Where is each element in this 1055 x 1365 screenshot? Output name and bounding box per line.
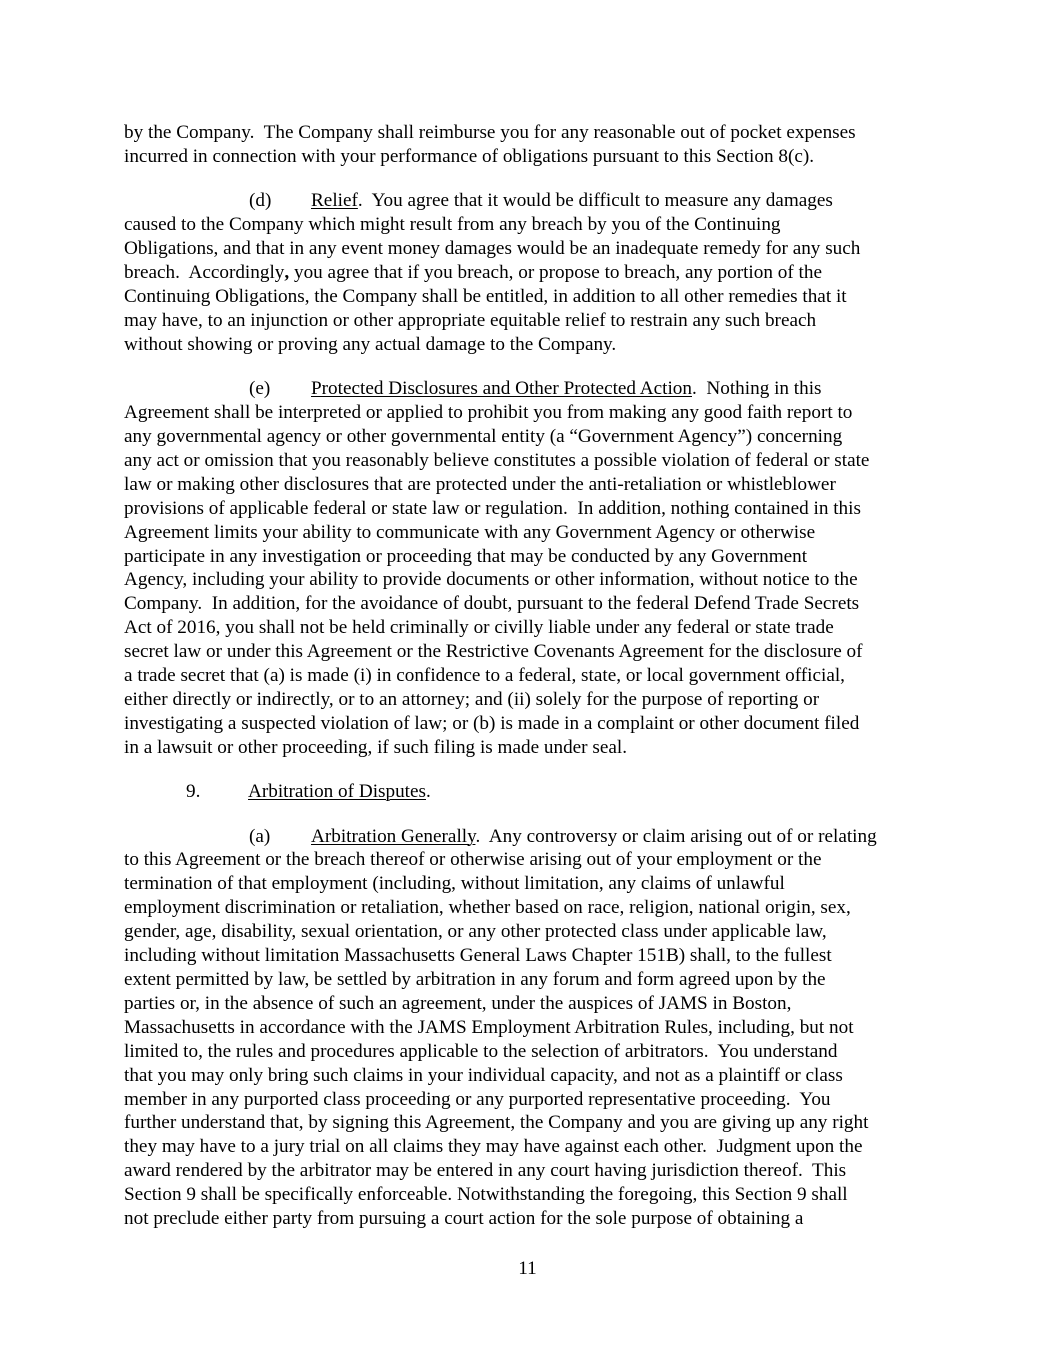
text-fragment: . <box>426 781 431 803</box>
text-line: Section 9 shall be specifically enforceable. Notwithstanding the foregoing, this Section 9 shall <box>124 1184 848 1206</box>
text-line: caused to the Company which might result from any breach by you of the Continuing <box>124 214 781 236</box>
text-line: Continuing Obligations, the Company shall be entitled, in addition to all other remedies that it <box>124 285 847 307</box>
text-line: gender, age, disability, sexual orientation, or any other protected class under applicable law, <box>124 921 827 943</box>
text-line: termination of that employment (including, without limitation, any claims of unlawful <box>124 873 785 895</box>
text-line: to this Agreement or the breach thereof or otherwise arising out of your employment or the <box>124 849 822 871</box>
section-e-protected-disclosures <box>124 377 924 760</box>
text-line <box>124 261 924 285</box>
section-9-heading-line <box>124 780 924 804</box>
text-line: Company. In addition, for the avoidance of doubt, pursuant to the federal Defend Trade Secrets <box>124 593 860 615</box>
text-line: extent permitted by law, be settled by arbitration in any forum and form agreed upon by the <box>124 969 826 990</box>
section-9-number: 9. <box>186 781 201 803</box>
document-page <box>124 121 924 1251</box>
section-9-title: Arbitration of Disputes <box>248 781 426 803</box>
text-line: Agreement limits your ability to communicate with any Government Agency or otherwise <box>124 521 816 543</box>
intro-paragraph <box>124 121 924 169</box>
text-line: secret law or under this Agreement or the Restrictive Covenants Agreement for the disclosure of <box>124 641 863 663</box>
section-9a-label: (a) <box>249 825 271 847</box>
text-line: may have, to an injunction or other appropriate equitable relief to restrain any such breach <box>124 309 817 331</box>
text-fragment: breach. Accordingly <box>124 262 285 284</box>
section-e-first-line <box>124 377 924 401</box>
section-9a-title: Arbitration Generally <box>311 825 476 847</box>
section-9a-first-line <box>124 825 924 849</box>
section-d-relief <box>124 189 924 356</box>
page-number: 11 <box>518 1258 537 1279</box>
section-d-title: Relief <box>311 190 358 212</box>
text-line: Agreement shall be interpreted or applied to prohibit you from making any good faith report to <box>124 402 853 424</box>
text-fragment: . You agree that it would be difficult to measure any damages <box>357 190 833 212</box>
text-line: Act of 2016, you shall not be held criminally or civilly liable under any federal or state trade <box>124 617 834 639</box>
text-line: member in any purported class proceeding or any purported representative proceeding. You <box>124 1088 831 1110</box>
text-line: law or making other disclosures that are protected under the anti-retaliation or whistleblower <box>124 473 836 495</box>
section-9-heading <box>124 780 924 804</box>
text-line: by the Company. The Company shall reimburse you for any reasonable out of pocket expenses <box>124 122 856 143</box>
text-line: any act or omission that you reasonably believe constitutes a possible violation of federal or state <box>124 449 870 471</box>
text-line: award rendered by the arbitrator may be entered in any court having jurisdiction thereof. This <box>124 1160 847 1182</box>
text-line: Agency, including your ability to provide documents or other information, without notice to the <box>124 569 858 591</box>
text-fragment: you agree that if you breach, or propose to breach, any portion of the <box>289 262 822 284</box>
section-d-label: (d) <box>249 190 272 212</box>
text-fragment: . Nothing in this <box>692 378 822 400</box>
text-line: a trade secret that (a) is made (i) in confidence to a federal, state, or local government official, <box>124 665 845 687</box>
text-line: participate in any investigation or proceeding that may be conducted by any Government <box>124 545 808 567</box>
text-line: without showing or proving any actual damage to the Company. <box>124 333 617 355</box>
text-line: either directly or indirectly, or to an attorney; and (ii) solely for the purpose of reporting or <box>124 688 820 710</box>
text-line: limited to, the rules and procedures applicable to the selection of arbitrators. You understand <box>124 1040 838 1062</box>
section-e-title: Protected Disclosures and Other Protected Action <box>311 378 692 400</box>
text-line: Obligations, and that in any event money damages would be an inadequate remedy for any such <box>124 238 861 260</box>
text-line: including without limitation Massachusetts General Laws Chapter 151B) shall, to the fullest <box>124 945 832 967</box>
section-d-first-line <box>124 189 924 213</box>
text-line: Massachusetts in accordance with the JAMS Employment Arbitration Rules, including, but not <box>124 1016 854 1038</box>
text-line: provisions of applicable federal or state law or regulation. In addition, nothing contained in this <box>124 497 861 519</box>
text-line: in a lawsuit or other proceeding, if such filing is made under seal. <box>124 736 627 758</box>
text-line: any governmental agency or other governmental entity (a “Government Agency”) concerning <box>124 425 843 447</box>
text-fragment: . Any controversy or claim arising out of or relating <box>475 825 877 847</box>
text-line: parties or, in the absence of such an agreement, under the auspices of JAMS in Boston, <box>124 992 792 1014</box>
text-line: further understand that, by signing this Agreement, the Company and you are giving up any right <box>124 1112 869 1134</box>
text-line: employment discrimination or retaliation, whether based on race, religion, national origin, sex, <box>124 897 851 919</box>
text-line: that you may only bring such claims in your individual capacity, and not as a plaintiff or class <box>124 1064 843 1086</box>
text-line: investigating a suspected violation of law; or (b) is made in a complaint or other document filed <box>124 712 860 734</box>
text-line: they may have to a jury trial on all claims they may have against each other. Judgment upon the <box>124 1136 863 1158</box>
bold-comma: , <box>284 262 290 284</box>
text-line: not preclude either party from pursuing a court action for the sole purpose of obtaining a <box>124 1208 804 1230</box>
section-9a-arbitration-generally <box>124 825 924 1231</box>
section-e-label: (e) <box>249 378 271 400</box>
text-line: incurred in connection with your performance of obligations pursuant to this Section 8(c). <box>124 145 815 167</box>
